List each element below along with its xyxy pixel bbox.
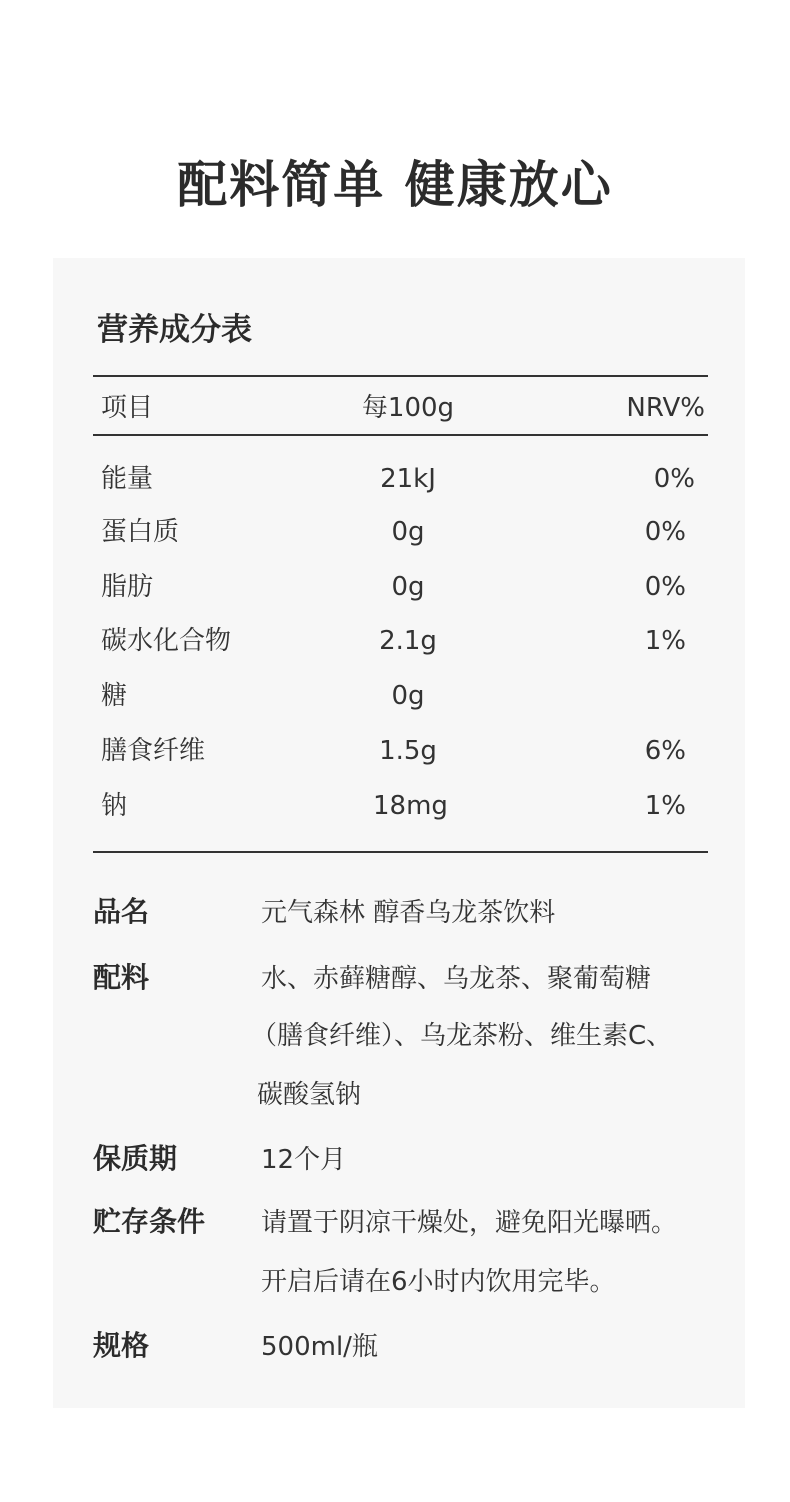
info-value: 12个月 (261, 1145, 347, 1175)
header-item: 项目 (101, 393, 154, 423)
row-item: 膳食纤维 (101, 736, 206, 766)
row-item: 能量 (101, 464, 154, 494)
row-nrv: 1% (644, 626, 686, 656)
info-label: 配料 (93, 961, 150, 994)
row-item: 脂肪 (101, 572, 154, 602)
header-per-100g: 每100g (361, 393, 455, 423)
row-nrv: 0% (644, 517, 686, 547)
info-value: 500ml/瓶 (261, 1332, 378, 1362)
row-value: 1.5g (379, 736, 437, 766)
info-value-line: 水、赤藓糖醇、乌龙茶、聚葡萄糖 (261, 964, 652, 994)
row-nrv: 1% (644, 791, 686, 821)
row-item: 糖 (101, 681, 128, 711)
row-item: 钠 (101, 791, 128, 821)
info-value-line: 开启后请在6小时内饮用完毕。 (261, 1267, 616, 1297)
row-item: 蛋白质 (101, 517, 180, 547)
table-header-rule (93, 434, 708, 436)
row-value: 0g (391, 517, 425, 547)
header-nrv: NRV% (626, 393, 705, 423)
product-info-panel (53, 258, 745, 1408)
page-headline: 配料简单 健康放心 (177, 156, 613, 214)
info-value: 元气森林 醇香乌龙茶饮料 (261, 898, 556, 928)
row-nrv: 0% (644, 572, 686, 602)
info-value-line: 碳酸氢钠 (257, 1080, 362, 1110)
info-value-line: 请置于阴凉干燥处，避免阳光曝晒。 (261, 1208, 678, 1238)
info-label: 保质期 (93, 1142, 178, 1175)
row-nrv: 0% (653, 464, 695, 494)
info-label: 品名 (93, 895, 150, 928)
info-label: 贮存条件 (93, 1205, 206, 1238)
row-value: 18mg (373, 791, 448, 821)
info-value-line: （膳食纤维）、乌龙茶粉、维生素C、 (251, 1021, 673, 1051)
table-bottom-rule (93, 851, 708, 853)
row-item: 碳水化合物 (101, 626, 232, 656)
row-value: 21kJ (380, 464, 436, 494)
row-value: 0g (391, 572, 425, 602)
nutrition-table-title: 营养成分表 (97, 312, 252, 348)
info-label: 规格 (93, 1329, 150, 1362)
row-nrv: 6% (644, 736, 686, 766)
table-top-rule (93, 375, 708, 377)
row-value: 0g (391, 681, 425, 711)
row-value: 2.1g (379, 626, 437, 656)
